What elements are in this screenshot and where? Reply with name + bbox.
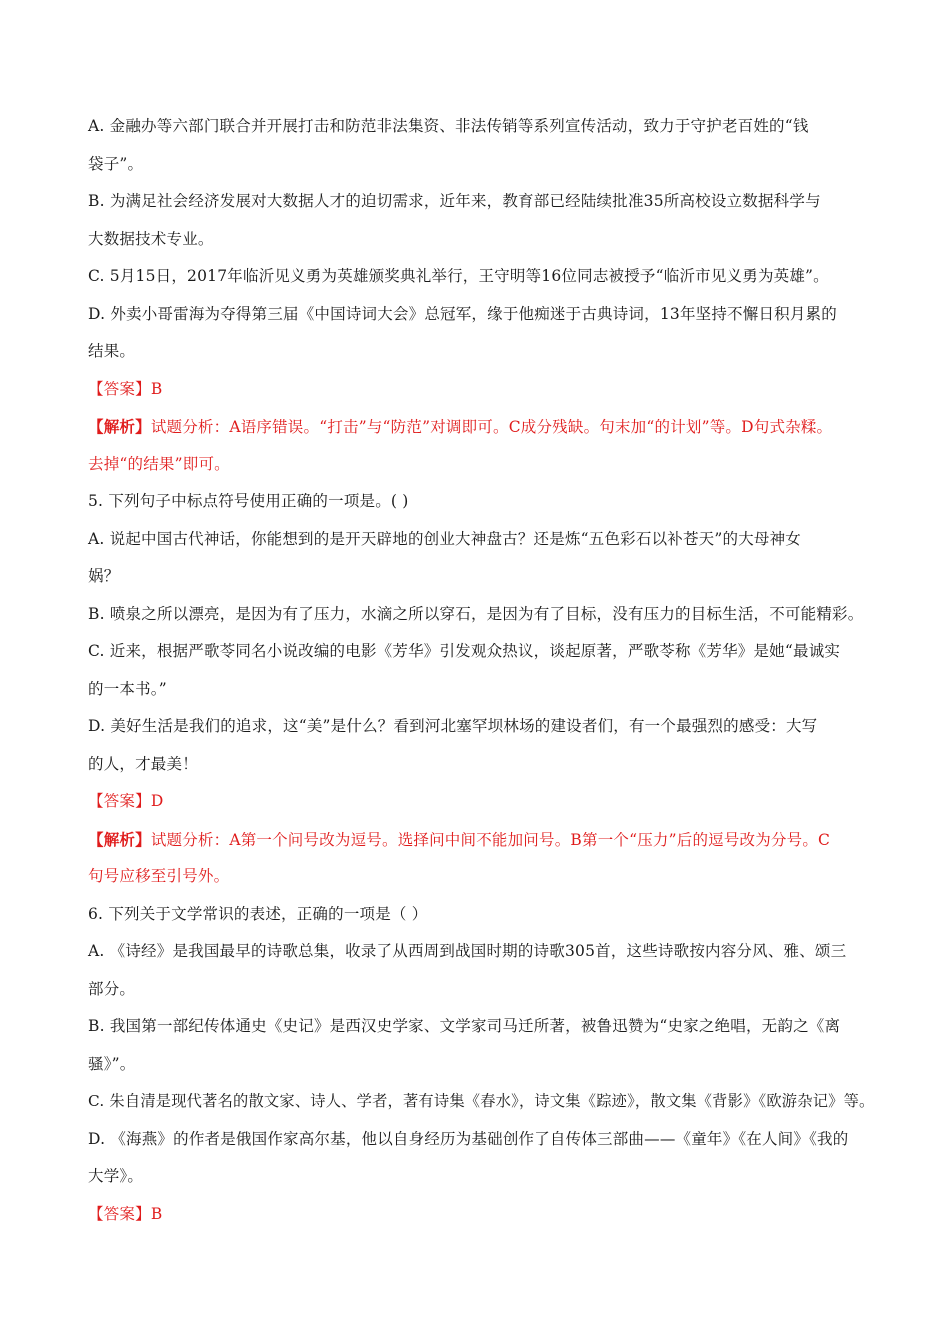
q5-analysis-line2: 句号应移至引号外。 xyxy=(88,867,230,885)
q4-answer xyxy=(88,371,868,409)
q5-option-d-line1: D. 美好生活是我们的追求，这“美”是什么？看到河北塞罕坝林场的建设者们，有一个最强烈的感受：大写 xyxy=(88,717,818,735)
analysis-label: 【解析】 xyxy=(88,829,151,849)
q6-option-a-line2: 部分。 xyxy=(88,979,136,998)
q4-analysis-line1 xyxy=(88,408,868,446)
analysis-text: 试题分析：A第一个问号改为逗号。选择问中间不能加问号。B第一个“压力”后的逗号改为分号。C xyxy=(150,830,831,849)
q4-option-b-line1: B. 为满足社会经济发展对大数据人才的迫切需求，近年来，教育部已经陆续批准35所高校设立数据科学与 xyxy=(88,192,821,210)
document-page xyxy=(88,108,875,1233)
q4-option-d-line2: 结果。 xyxy=(88,342,136,360)
analysis-text: 试题分析：A语序错误。“打击”与“防范”对调即可。C成分残缺。句末加“的计划”等。D句式杂糅。 xyxy=(150,418,833,436)
q4-analysis-line2: 去掉“的结果”即可。 xyxy=(88,454,230,473)
q6-option-c-line1: C. 朱自清是现代著名的散文家、诗人、学者，著有诗集《春水》，诗文集《踪迹》，散文集《背影》《欧游杂记》等。 xyxy=(88,1092,875,1110)
q4-option-a-line1: A. 金融办等六部门联合并开展打击和防范非法集资、非法传销等系列宣传活动，致力于守护老百姓的“钱 xyxy=(88,117,809,135)
answer-value: B xyxy=(150,1204,163,1223)
q6-option-d-line2: 大学》。 xyxy=(88,1167,144,1185)
answer-label: 【答案】 xyxy=(88,1204,151,1223)
q5-option-c-line1: C. 近来，根据严歌苓同名小说改编的电影《芳华》引发观众热议，谈起原著，严歌苓称《芳华》是她“最诚实 xyxy=(88,642,841,660)
answer-value: B xyxy=(150,379,163,398)
q6-stem: 6. 下列关于文学常识的表述，正确的一项是（ ） xyxy=(88,904,428,923)
q4-option-b-line2: 大数据技术专业。 xyxy=(88,229,214,248)
q6-option-b-line2: 骚》”。 xyxy=(88,1054,136,1073)
q5-answer xyxy=(88,783,868,821)
q5-analysis-line1 xyxy=(88,821,868,859)
q6-answer xyxy=(88,1196,868,1234)
q5-option-c-line2: 的一本书。” xyxy=(88,679,167,698)
answer-label: 【答案】 xyxy=(88,792,151,810)
q6-option-a-line1: A. 《诗经》是我国最早的诗歌总集，收录了从西周到战国时期的诗歌305首，这些诗歌按内容分风、雅、颂三 xyxy=(88,942,847,960)
q5-option-d-line2: 的人，才最美！ xyxy=(88,754,198,773)
q5-stem: 5. 下列句子中标点符号使用正确的一项是。( ) xyxy=(88,492,409,510)
answer-value: D xyxy=(150,792,164,810)
q4-option-c-line1: C. 5月15日，2017年临沂见义勇为英雄颁奖典礼举行，王守明等16位同志被授予“临沂市见义勇为英雄”。 xyxy=(88,267,829,285)
analysis-label: 【解析】 xyxy=(88,417,151,436)
q6-option-b-line1: B. 我国第一部纪传体通史《史记》是西汉史学家、文学家司马迁所著，被鲁迅赞为“史家之绝唱，无韵之《离 xyxy=(88,1017,841,1035)
q4-option-a-line2: 袋子”。 xyxy=(88,154,144,173)
q6-option-d-line1: D. 《海燕》的作者是俄国作家高尔基，他以自身经历为基础创作了自传体三部曲——《童年》《在人间》《我的 xyxy=(88,1129,849,1148)
q5-option-a-line2: 娲？ xyxy=(88,567,120,585)
q4-option-d-line1: D. 外卖小哥雷海为夺得第三届《中国诗词大会》总冠军，缘于他痴迷于古典诗词，13年坚持不懈日积月累的 xyxy=(88,304,837,323)
answer-label: 【答案】 xyxy=(88,379,151,398)
q5-option-a-line1: A. 说起中国古代神话，你能想到的是开天辟地的创业大神盘古？还是炼“五色彩石以补苍天”的大母神女 xyxy=(88,529,801,548)
q5-option-b-line1: B. 喷泉之所以漂亮，是因为有了压力，水滴之所以穿石，是因为有了目标，没有压力的目标生活，不可能精彩。 xyxy=(88,604,864,623)
